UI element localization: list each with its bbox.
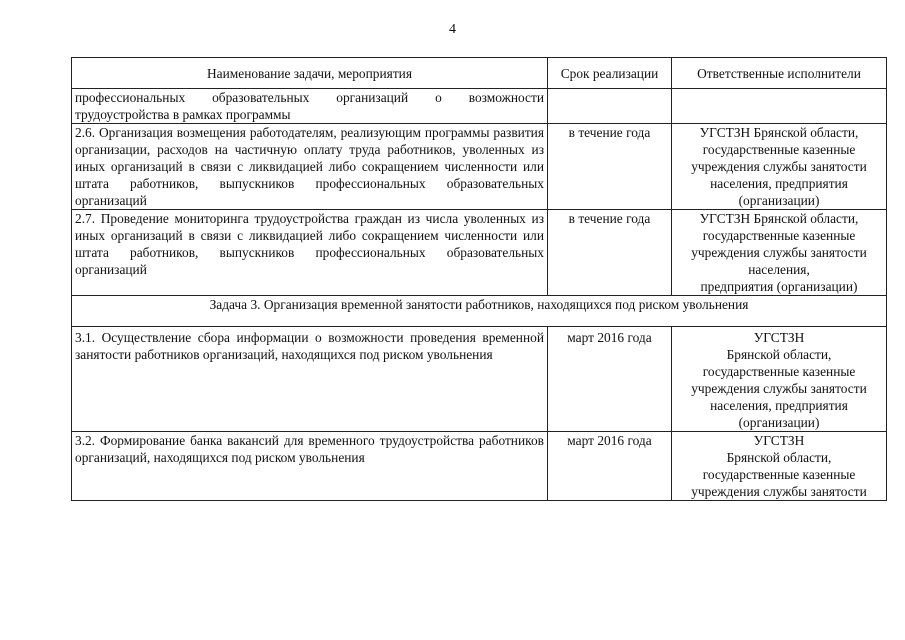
responsible-cell (672, 432, 887, 501)
responsible-line: УГСТЗН (753, 433, 805, 448)
section-title: Задача 3. Организация временной занятости работников, находящихся под риском увольнения (72, 296, 887, 327)
responsible-line: Брянской области, (726, 347, 832, 362)
responsible-cell (672, 89, 887, 124)
table-header-row (72, 58, 887, 89)
page-number: 4 (449, 22, 456, 37)
header-term: Срок реализации (548, 58, 672, 89)
table-row (72, 89, 887, 124)
header-responsible: Ответственные исполнители (672, 58, 887, 89)
section-row (72, 296, 887, 327)
task-cell: 3.2. Формирование банка вакансий для временного трудоустройства работников организаций, находящихся под риском увольнения (72, 432, 548, 501)
responsible-line: учреждения службы занятости (691, 381, 867, 396)
table-row (72, 327, 887, 432)
responsible-line: учреждения службы занятости (691, 159, 867, 174)
responsible-line: учреждения службы занятости (691, 484, 867, 499)
responsible-line: (организации) (738, 415, 820, 430)
responsible-line: государственные казенные (702, 228, 856, 243)
measures-table (71, 57, 887, 501)
responsible-line: населения, (748, 262, 810, 277)
table-row (72, 432, 887, 501)
header-task: Наименование задачи, мероприятия (72, 58, 548, 89)
responsible-cell (672, 327, 887, 432)
responsible-line: УГСТЗН Брянской области, (699, 125, 859, 140)
term-cell: март 2016 года (548, 327, 672, 432)
table-row (72, 210, 887, 296)
responsible-line: государственные казенные (702, 142, 856, 157)
responsible-line: учреждения службы занятости (691, 245, 867, 260)
term-cell: март 2016 года (548, 432, 672, 501)
responsible-line: (организации) (738, 193, 820, 208)
responsible-cell (672, 210, 887, 296)
responsible-line: УГСТЗН (753, 330, 805, 345)
term-cell (548, 89, 672, 124)
responsible-line: государственные казенные (702, 364, 856, 379)
task-cell: профессиональных образовательных организаций о возможности трудоустройства в рамках программы (72, 89, 548, 124)
responsible-line: населения, предприятия (710, 398, 848, 413)
task-cell: 2.6. Организация возмещения работодателям, реализующим программы развития организации, расходов на частичную оплату труда работников, уволенных из иных организаций в связи с ликвидацией либо сокращением численности или штата работников, выпускников профессиональных образовательных организаций (72, 124, 548, 210)
term-cell: в течение года (548, 124, 672, 210)
responsible-line: Брянской области, (726, 450, 832, 465)
task-cell: 3.1. Осуществление сбора информации о возможности проведения временной занятости работников организаций, находящихся под риском увольнения (72, 327, 548, 432)
term-cell: в течение года (548, 210, 672, 296)
responsible-line: населения, предприятия (710, 176, 848, 191)
responsible-cell (672, 124, 887, 210)
responsible-line: УГСТЗН Брянской области, (699, 211, 859, 226)
responsible-line: предприятия (организации) (700, 279, 858, 294)
responsible-line: государственные казенные (702, 467, 856, 482)
table-row (72, 124, 887, 210)
task-cell: 2.7. Проведение мониторинга трудоустройства граждан из числа уволенных из иных организаций в связи с ликвидацией либо сокращением численности или штата работников, выпускников профессиональных образовательных организаций (72, 210, 548, 296)
